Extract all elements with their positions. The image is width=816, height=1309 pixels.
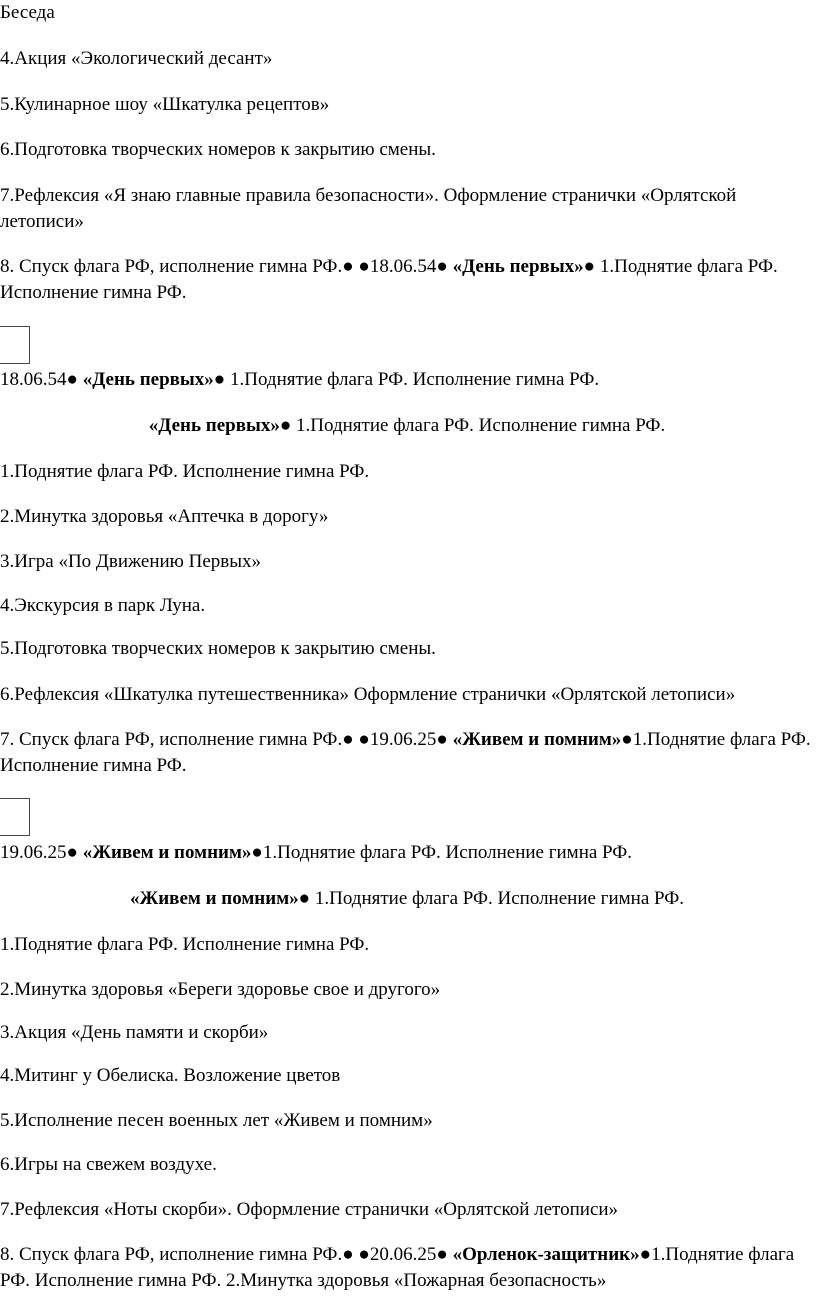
- text-line: 5.Подготовка творческих номеров к закрытию смены.: [0, 638, 436, 659]
- text-run: 1.Поднятие флага РФ. Исполнение гимна РФ.: [0, 729, 811, 776]
- text-line: [0, 413, 814, 439]
- text-run: 1.Поднятие флага РФ. Исполнение гимна РФ.: [0, 256, 778, 303]
- text-line: [0, 254, 814, 306]
- text-line: 5.Исполнение песен военных лет «Живем и помним»: [0, 1110, 433, 1131]
- text-line: 7.Рефлексия «Я знаю главные правила безопасности». Оформление странички «Орлятской летописи»: [0, 185, 737, 232]
- day-title: «Живем и помним»●: [82, 842, 263, 863]
- text-run: 18.06.54●: [0, 369, 83, 390]
- empty-table-cell: [0, 798, 30, 836]
- text-line: 6.Подготовка творческих номеров к закрытию смены.: [0, 139, 436, 160]
- text-run: 1.Поднятие флага РФ. Исполнение гимна РФ. 2.Минутка здоровья «Пожарная безопасность»: [0, 1244, 795, 1291]
- text-line: 3.Акция «День памяти и скорби»: [0, 1022, 269, 1043]
- text-line: 1.Поднятие флага РФ. Исполнение гимна РФ.: [0, 934, 370, 955]
- text-line: [0, 727, 814, 779]
- text-line: 3.Игра «По Движению Первых»: [0, 551, 261, 572]
- text-run: 19.06.25●: [0, 842, 83, 863]
- day-title: «Живем и помним»●: [452, 729, 633, 750]
- text-line: [0, 367, 814, 393]
- empty-table-cell: [0, 326, 30, 364]
- text-line: 2.Минутка здоровья «Аптечка в дорогу»: [0, 506, 329, 527]
- text-line: 2.Минутка здоровья «Береги здоровье свое и другого»: [0, 979, 441, 1000]
- text-line: 5.Кулинарное шоу «Шкатулка рецептов»: [0, 94, 330, 115]
- text-run: 1.Поднятие флага РФ. Исполнение гимна РФ.: [225, 369, 600, 390]
- text-run: 8. Спуск флага РФ, исполнение гимна РФ.● ●18.06.54●: [0, 256, 453, 277]
- text-run: 8. Спуск флага РФ, исполнение гимна РФ.● ●20.06.25●: [0, 1244, 453, 1265]
- text-run: 1.Поднятие флага РФ. Исполнение гимна РФ.: [310, 888, 685, 909]
- day-title: «День первых»●: [82, 369, 226, 390]
- text-line: Беседа: [0, 2, 55, 23]
- day-title: «День первых»●: [148, 415, 292, 436]
- text-line: 6.Игры на свежем воздухе.: [0, 1154, 217, 1175]
- day-title: «Орленок-защитник»●: [452, 1244, 652, 1265]
- text-line: 4.Экскурсия в парк Луна.: [0, 595, 206, 616]
- text-line: 7.Рефлексия «Ноты скорби». Оформление странички «Орлятской летописи»: [0, 1199, 619, 1220]
- text-run: 1.Поднятие флага РФ. Исполнение гимна РФ.: [262, 842, 633, 863]
- text-line: 6.Рефлексия «Шкатулка путешественника» Оформление странички «Орлятской летописи»: [0, 684, 736, 705]
- text-run: 7. Спуск флага РФ, исполнение гимна РФ.● ●19.06.25●: [0, 729, 453, 750]
- text-line: 4.Митинг у Обелиска. Возложение цветов: [0, 1065, 341, 1086]
- day-title: «День первых»●: [452, 256, 596, 277]
- text-line: [0, 840, 814, 866]
- text-run: 1.Поднятие флага РФ. Исполнение гимна РФ.: [291, 415, 666, 436]
- text-line: [0, 886, 814, 912]
- text-line: 1.Поднятие флага РФ. Исполнение гимна РФ.: [0, 461, 370, 482]
- text-line: [0, 1242, 814, 1294]
- text-line: 4.Акция «Экологический десант»: [0, 48, 273, 69]
- day-title: «Живем и помним»●: [129, 888, 311, 909]
